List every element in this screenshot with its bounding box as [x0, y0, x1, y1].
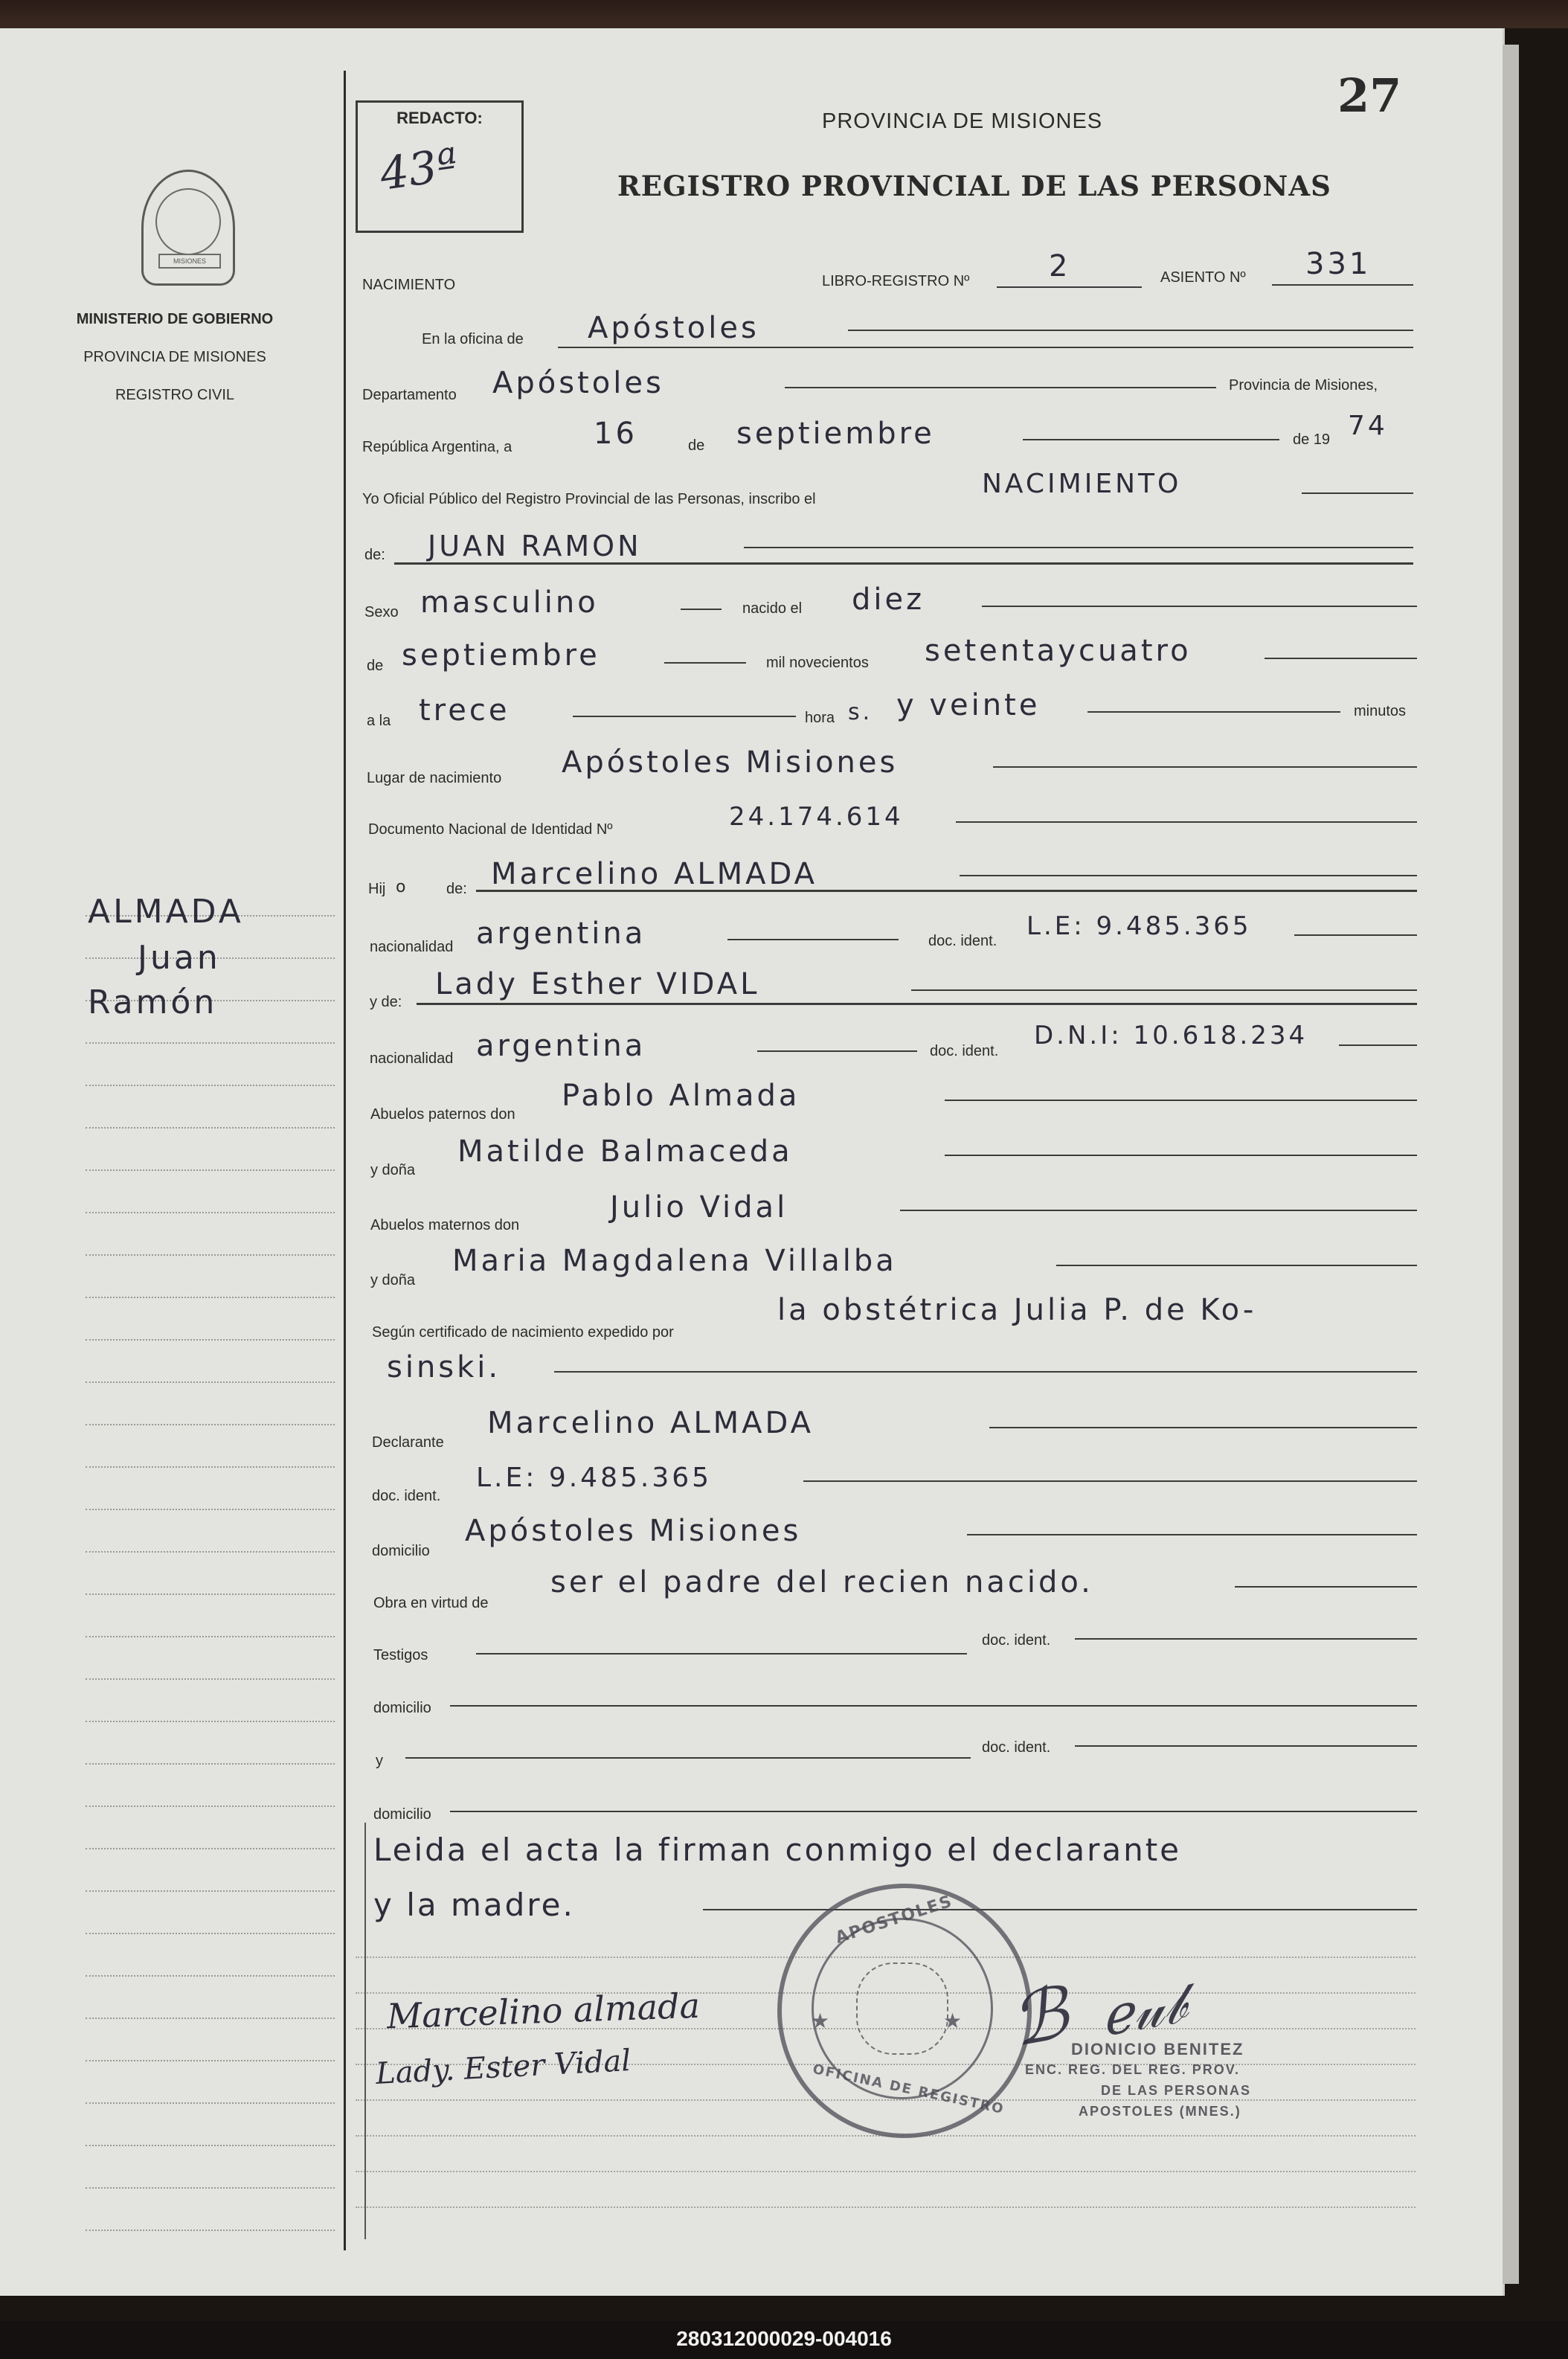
- stamp-bottom-text: OFICINA DE REGISTRO: [811, 2061, 1006, 2118]
- label-de-nombre: de:: [364, 547, 385, 563]
- margin-surname: ALMADA: [88, 893, 244, 931]
- rule-padre: [960, 875, 1417, 876]
- label-doc-ident-testigo-1: doc. ident.: [982, 1632, 1051, 1649]
- value-mes: septiembre: [736, 417, 935, 451]
- label-testigos: Testigos: [373, 1647, 428, 1663]
- rule-testigo-1-doc: [1075, 1638, 1417, 1640]
- margin-rule-line: [86, 2060, 335, 2061]
- label-hijo-de: de:: [446, 881, 467, 897]
- official-stamp-place: APOSTOLES (MNES.): [1079, 2104, 1241, 2119]
- ministry-province: PROVINCIA DE MISIONES: [83, 349, 266, 365]
- label-date-de: de: [688, 437, 705, 454]
- rule-abuela-materna: [1056, 1265, 1417, 1266]
- rule-dni: [956, 821, 1417, 823]
- signature-declarante: Marcelino almada: [386, 1985, 701, 2037]
- value-padre-nacionalidad: argentina: [476, 917, 646, 951]
- rule-declarante: [989, 1427, 1417, 1428]
- label-doc-ident-madre: doc. ident.: [930, 1043, 999, 1059]
- label-nacionalidad-padre: nacionalidad: [370, 939, 454, 955]
- margin-rule-line: [86, 1466, 335, 1468]
- value-madre-nacionalidad: argentina: [476, 1029, 646, 1063]
- page-edge: [1503, 45, 1519, 2284]
- rule-testigo-1: [476, 1653, 967, 1654]
- margin-divider: [344, 71, 346, 2250]
- rule-libro: [997, 286, 1142, 288]
- header-registry: REGISTRO PROVINCIAL DE LAS PERSONAS: [617, 170, 1331, 202]
- label-doc-ident-declarante: doc. ident.: [372, 1488, 441, 1504]
- label-yo-oficial: Yo Oficial Público del Registro Provincial de las Personas, inscribo el: [362, 491, 816, 507]
- margin-given-name: Juan: [138, 939, 221, 977]
- label-domicilio-testigo-2: domicilio: [373, 1806, 431, 1823]
- rule-asiento: [1272, 284, 1413, 286]
- ministry-name: MINISTERIO DE GOBIERNO: [76, 311, 274, 327]
- value-sexo: masculino: [420, 585, 599, 620]
- redacto-label: REDACTO:: [396, 109, 483, 127]
- value-padre: Marcelino ALMADA: [491, 857, 817, 891]
- stamp-ring-text: APOSTOLES: [833, 1892, 956, 1948]
- rule-sexo: [681, 609, 722, 610]
- value-domicilio: Apóstoles Misiones: [465, 1514, 802, 1548]
- value-dia: 16: [594, 417, 637, 451]
- rule-abuelo-paterno: [945, 1100, 1417, 1101]
- margin-rule-line: [86, 1721, 335, 1722]
- value-leida-2: y la madre.: [373, 1887, 575, 1923]
- label-republica: República Argentina, a: [362, 439, 513, 455]
- value-abuelo-paterno: Pablo Almada: [562, 1079, 800, 1113]
- province-seal-icon: [141, 170, 235, 286]
- official-signature: ℬ: [1004, 1971, 1075, 2063]
- value-padre-doc: L.E: 9.485.365: [1026, 911, 1252, 941]
- label-y-dona-materna: y doña: [370, 1272, 416, 1288]
- margin-rule-line: [86, 1975, 335, 1977]
- label-departamento: Departamento: [362, 387, 457, 403]
- seal-banner: MISIONES: [158, 254, 221, 269]
- value-abuela-materna: Maria Magdalena Villalba: [452, 1244, 897, 1278]
- rule-nombre: [744, 547, 1413, 548]
- rule-oficina-base: [558, 347, 1413, 348]
- redacto-box: [356, 100, 524, 233]
- official-signature-tail: ℯ𝓊𝒷: [1096, 1971, 1191, 2049]
- stamp-star-left: ★: [811, 2009, 832, 2033]
- rule-padre-nacionalidad: [727, 939, 899, 940]
- rule-declarante-doc: [803, 1480, 1417, 1482]
- label-nacionalidad-madre: nacionalidad: [370, 1050, 454, 1067]
- stamp-star-right: ★: [943, 2009, 964, 2033]
- label-y-dona-paterna: y doña: [370, 1162, 416, 1178]
- label-y-testigo-2: y: [376, 1753, 383, 1769]
- rule-abuelo-materno: [900, 1210, 1417, 1211]
- page-number: 27: [1337, 68, 1402, 123]
- label-a-la: a la: [367, 713, 391, 729]
- rule-testigo-2-doc: [1075, 1745, 1417, 1747]
- label-libro-registro: LIBRO-REGISTRO Nº: [822, 273, 970, 289]
- value-abuelo-materno: Julio Vidal: [610, 1190, 788, 1225]
- rule-padre-doc: [1294, 934, 1417, 936]
- margin-rule-line: [86, 1127, 335, 1129]
- value-oficina: Apóstoles: [588, 311, 759, 345]
- official-stamp-title: ENC. REG. DEL REG. PROV.: [1025, 2062, 1241, 2077]
- margin-rule-line: [86, 1933, 335, 1934]
- label-obra: Obra en virtud de: [373, 1595, 489, 1611]
- value-obra: ser el padre del recien nacido.: [550, 1565, 1093, 1599]
- value-nombre: JUAN RAMON: [428, 530, 642, 562]
- label-de-19: de 19: [1293, 431, 1331, 448]
- value-declarante-doc: L.E: 9.485.365: [476, 1463, 713, 1493]
- label-lugar: Lugar de nacimiento: [367, 770, 502, 786]
- rule-lugar: [993, 766, 1417, 768]
- value-asiento: 331: [1305, 247, 1372, 281]
- label-segun-certificado: Según certificado de nacimiento expedido por: [372, 1324, 674, 1341]
- margin-rule-line: [86, 1636, 335, 1637]
- rule-nacido-anio: [1265, 658, 1417, 659]
- label-doc-ident-padre: doc. ident.: [928, 933, 997, 949]
- label-nacido-el: nacido el: [742, 600, 803, 617]
- book-binding: [0, 0, 1568, 28]
- rule-minutos: [1087, 711, 1340, 713]
- value-nacido-dia: diez: [852, 582, 925, 617]
- margin-rule-line: [86, 1381, 335, 1383]
- value-departamento: Apóstoles: [492, 366, 664, 400]
- rule-oficina: [848, 330, 1413, 331]
- margin-rule-line: [86, 1339, 335, 1341]
- rule-domicilio: [967, 1534, 1417, 1535]
- label-hijo: Hij: [368, 881, 386, 897]
- label-domicilio-testigo-1: domicilio: [373, 1700, 431, 1716]
- signature-area-divider: [364, 1823, 366, 2239]
- label-provincia-misiones: Provincia de Misiones,: [1229, 377, 1378, 394]
- margin-rule-line: [86, 1424, 335, 1425]
- rule-abuela-paterna: [945, 1155, 1417, 1156]
- margin-rule-line: [86, 1085, 335, 1086]
- rule-madre-nacionalidad: [757, 1050, 917, 1052]
- label-oficina: En la oficina de: [422, 331, 524, 347]
- margin-rule-line: [86, 1806, 335, 1807]
- value-lugar: Apóstoles Misiones: [562, 745, 899, 780]
- header-province: PROVINCIA DE MISIONES: [822, 109, 1103, 133]
- rule-domicilio-testigo-1: [450, 1705, 1417, 1707]
- ministry-registry: REGISTRO CIVIL: [115, 387, 235, 403]
- rule-testigo-2: [405, 1757, 971, 1759]
- rule-nacido-mes: [664, 662, 746, 664]
- body-rule-line: [356, 2206, 1416, 2208]
- value-anio: 74: [1348, 411, 1388, 441]
- value-certificado-1: la obstétrica Julia P. de Ko-: [777, 1293, 1257, 1327]
- label-mil-novecientos: mil novecientos: [766, 655, 869, 671]
- margin-rule-line: [86, 1593, 335, 1595]
- margin-rule-line: [86, 2102, 335, 2104]
- label-abuelos-maternos: Abuelos maternos don: [370, 1217, 520, 1233]
- value-hijo-suffix: o: [396, 878, 406, 896]
- value-nacido-mes: septiembre: [402, 638, 600, 673]
- rule-madre: [911, 989, 1417, 991]
- label-domicilio-declarante: domicilio: [372, 1543, 430, 1559]
- label-abuelos-paternos: Abuelos paternos don: [370, 1106, 515, 1123]
- label-doc-ident-testigo-2: doc. ident.: [982, 1739, 1051, 1756]
- label-de-mes: de: [367, 658, 384, 674]
- margin-rule-line: [86, 1212, 335, 1213]
- value-abuela-paterna: Matilde Balmaceda: [457, 1134, 793, 1169]
- official-stamp-dept: DE LAS PERSONAS: [1101, 2083, 1252, 2098]
- label-asiento: ASIENTO Nº: [1160, 269, 1246, 286]
- margin-rule-line: [86, 2187, 335, 2189]
- margin-rule-line: [86, 1551, 335, 1553]
- rule-hora: [573, 716, 796, 717]
- value-leida-1: Leida el acta la firman conmigo el declarante: [373, 1832, 1182, 1868]
- rule-obra: [1235, 1586, 1417, 1588]
- label-hora: hora: [805, 710, 835, 726]
- value-madre-doc: D.N.I: 10.618.234: [1034, 1021, 1308, 1050]
- value-hora: trece: [419, 693, 510, 728]
- image-caption: 280312000029-004016: [676, 2327, 892, 2350]
- official-stamp-name: DIONICIO BENITEZ: [1071, 2040, 1244, 2058]
- margin-second-name: Ramón: [88, 983, 218, 1021]
- margin-rule-line: [86, 2018, 335, 2019]
- label-dni: Documento Nacional de Identidad Nº: [368, 821, 613, 838]
- margin-rule-line: [86, 1763, 335, 1765]
- label-declarante: Declarante: [372, 1434, 444, 1451]
- margin-rule-line: [86, 1254, 335, 1256]
- rule-madre-doc: [1339, 1044, 1417, 1046]
- value-dni: 24.174.614: [729, 802, 904, 832]
- body-rule-line: [356, 2171, 1416, 2172]
- margin-rule-line: [86, 1678, 335, 1680]
- rule-padre-base: [476, 890, 1417, 892]
- margin-rule-line: [86, 1042, 335, 1044]
- margin-rule-line: [86, 1297, 335, 1298]
- rule-inscribo: [1302, 492, 1413, 494]
- signature-madre: Lady. Ester Vidal: [375, 2044, 632, 2091]
- stamp-emblem: [856, 1962, 948, 2055]
- margin-rule-line: [86, 1509, 335, 1510]
- margin-rule-line: [86, 1848, 335, 1849]
- rule-certificado: [554, 1371, 1417, 1373]
- margin-rule-line: [86, 2145, 335, 2146]
- margin-rule-line: [86, 2230, 335, 2231]
- value-libro: 2: [1049, 249, 1071, 283]
- value-declarante: Marcelino ALMADA: [487, 1406, 814, 1440]
- redacto-value: 43ª: [376, 138, 462, 201]
- seal-emblem: [155, 188, 221, 255]
- value-inscribo: NACIMIENTO: [982, 469, 1182, 499]
- label-minutos: minutos: [1354, 703, 1407, 719]
- value-nacido-anio: setentaycuatro: [925, 634, 1192, 668]
- rule-departamento: [785, 387, 1216, 388]
- rule-leida: [703, 1909, 1417, 1910]
- value-certificado-2: sinski.: [387, 1350, 501, 1384]
- rule-nacido: [982, 606, 1417, 607]
- margin-rule-line: [86, 1169, 335, 1171]
- rule-nombre-base: [394, 562, 1413, 565]
- label-sexo: Sexo: [364, 604, 399, 620]
- rule-madre-base: [417, 1003, 1417, 1005]
- rule-mes: [1023, 439, 1279, 440]
- rule-domicilio-testigo-2: [450, 1811, 1417, 1812]
- label-y-de: y de:: [370, 994, 402, 1010]
- value-madre: Lady Esther VIDAL: [435, 967, 760, 1001]
- value-hora-suffix: s.: [848, 699, 873, 725]
- margin-rule-line: [86, 1890, 335, 1892]
- label-nacimiento: NACIMIENTO: [362, 277, 456, 293]
- value-minutos: y veinte: [896, 688, 1041, 722]
